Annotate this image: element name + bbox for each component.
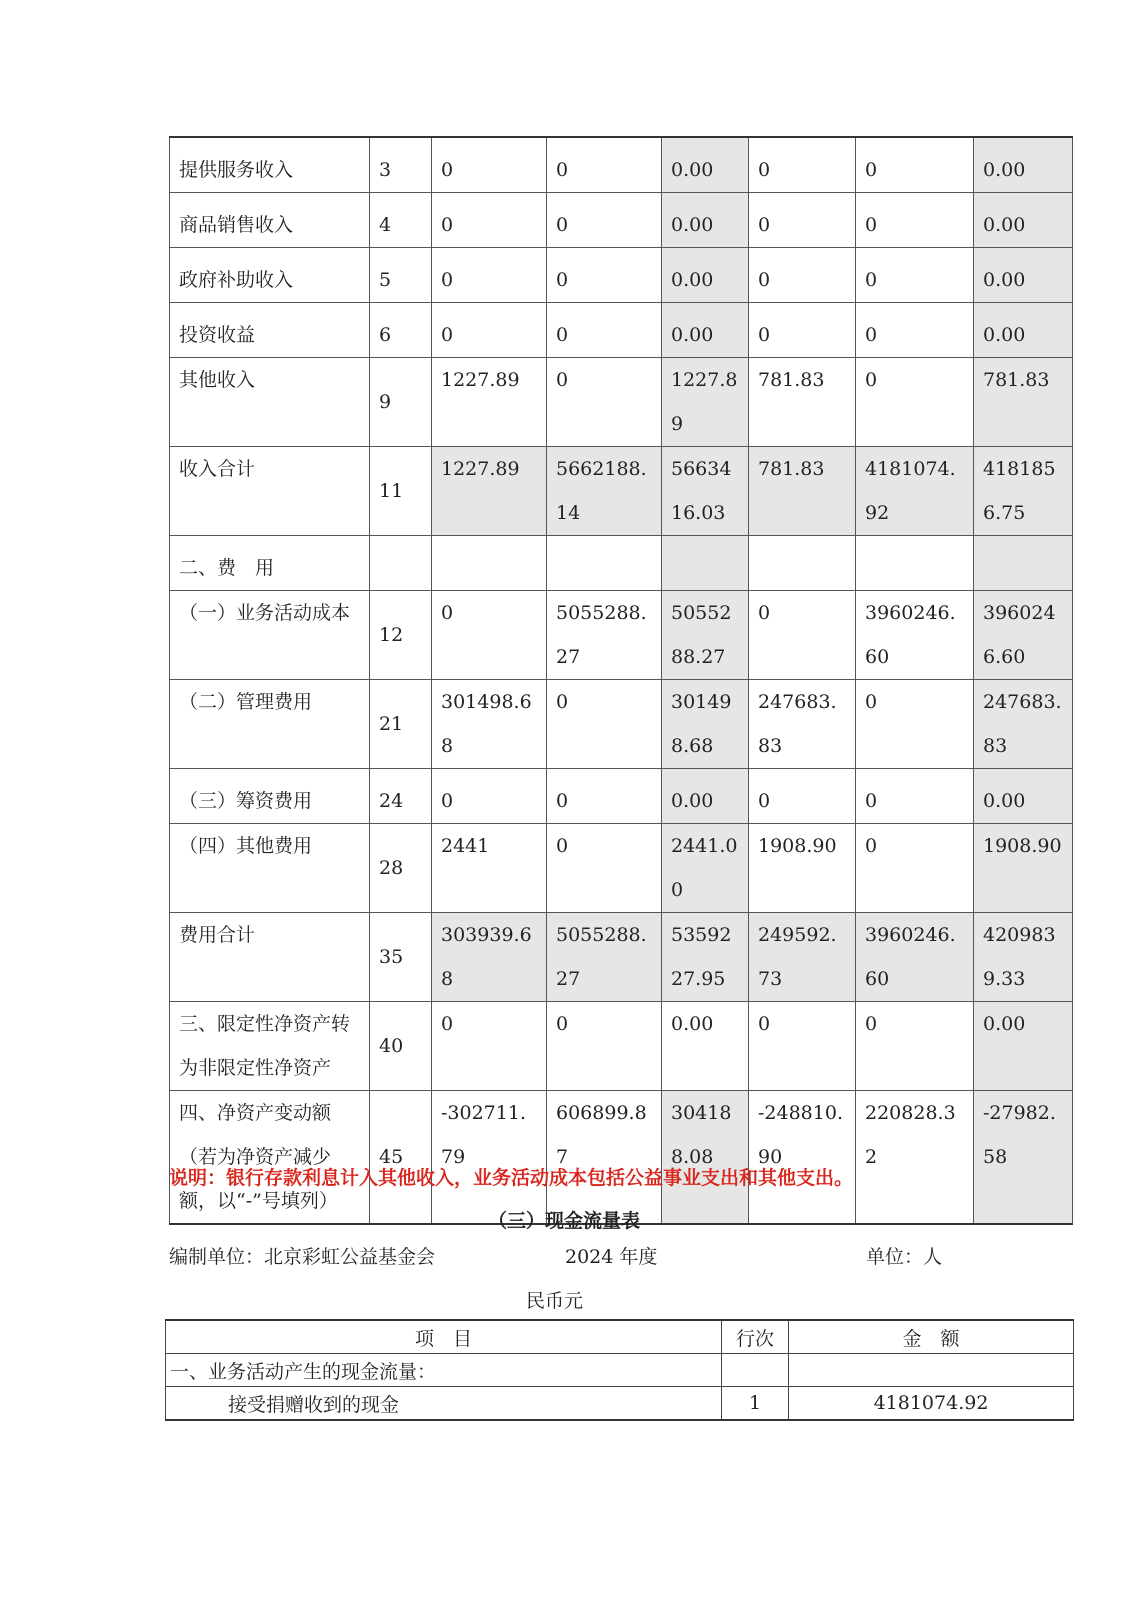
cell: 1908.90 — [749, 824, 856, 913]
cell: 0.00 — [662, 137, 749, 193]
row-line-no: 35 — [370, 913, 432, 1002]
row-item: 一、业务活动产生的现金流量： — [166, 1354, 722, 1387]
row-item: 投资收益 — [170, 303, 370, 358]
table-row — [166, 1387, 1074, 1421]
cell: 0 — [856, 680, 974, 769]
organization-label: 编制单位：北京彩虹公益基金会 — [169, 1246, 436, 1268]
cell: 0 — [749, 1002, 856, 1091]
cell: 0 — [749, 303, 856, 358]
cell — [974, 536, 1073, 591]
cell: 1908.90 — [974, 824, 1073, 913]
cell: 303939.68 — [432, 913, 547, 1002]
cell: 3960246.60 — [974, 591, 1073, 680]
table-note: 说明：银行存款利息计入其他收入，业务活动成本包括公益事业支出和其他支出。 — [169, 1167, 854, 1189]
row-line-no: 11 — [370, 447, 432, 536]
cell: 0 — [856, 1002, 974, 1091]
table-row — [170, 358, 1073, 447]
row-item: 四、净资产变动额（若为净资产减少额，以“-”号填列） — [170, 1091, 370, 1225]
table-row — [170, 824, 1073, 913]
cell: 5055288.27 — [547, 913, 662, 1002]
currency-unit: 单位：人 — [866, 1246, 943, 1268]
cell: 0 — [547, 769, 662, 824]
cell: 0.00 — [974, 193, 1073, 248]
cell: 5662188.14 — [547, 447, 662, 536]
cell: 0 — [547, 248, 662, 303]
cash-flow-table — [165, 1319, 1074, 1421]
cell: 0 — [432, 193, 547, 248]
cell: 0 — [856, 824, 974, 913]
cell: 0 — [856, 137, 974, 193]
row-line-no: 24 — [370, 769, 432, 824]
cell: 3960246.60 — [856, 913, 974, 1002]
activity-statement-table — [169, 136, 1073, 1225]
cell: 0 — [856, 303, 974, 358]
cell: 0 — [547, 193, 662, 248]
cell: 0.00 — [974, 137, 1073, 193]
cell: 0.00 — [662, 248, 749, 303]
cell: 0 — [749, 769, 856, 824]
cell: 301498.68 — [432, 680, 547, 769]
row-amount: 4181074.92 — [789, 1387, 1074, 1421]
table-row — [170, 913, 1073, 1002]
row-item: （二）管理费用 — [170, 680, 370, 769]
cell: 0 — [749, 193, 856, 248]
cell: 781.83 — [749, 358, 856, 447]
cell: 220828.32 — [856, 1091, 974, 1225]
table-row — [170, 447, 1073, 536]
row-item: （四）其他费用 — [170, 824, 370, 913]
cell: 301498.68 — [662, 680, 749, 769]
row-line-no: 21 — [370, 680, 432, 769]
cell: 5055288.27 — [547, 591, 662, 680]
cell: 0 — [749, 137, 856, 193]
cell: 0 — [856, 248, 974, 303]
row-item: 其他收入 — [170, 358, 370, 447]
cell: 0.00 — [974, 1002, 1073, 1091]
cell: 0 — [432, 303, 547, 358]
cell: 781.83 — [749, 447, 856, 536]
row-item: 三、限定性净资产转为非限定性净资产 — [170, 1002, 370, 1091]
cell: 0 — [432, 1002, 547, 1091]
row-line-no — [722, 1354, 789, 1387]
cell — [432, 536, 547, 591]
row-line-no: 4 — [370, 193, 432, 248]
row-line-no — [370, 536, 432, 591]
cell: 0.00 — [974, 248, 1073, 303]
table-row — [170, 137, 1073, 193]
row-item: 费用合计 — [170, 913, 370, 1002]
cell: 0 — [432, 137, 547, 193]
cell: 247683.83 — [749, 680, 856, 769]
row-line-no: 45 — [370, 1091, 432, 1225]
cell: -27982.58 — [974, 1091, 1073, 1225]
table-row — [170, 536, 1073, 591]
row-line-no: 1 — [722, 1387, 789, 1421]
cell: 4181856.75 — [974, 447, 1073, 536]
cell: 606899.87 — [547, 1091, 662, 1225]
cell — [662, 536, 749, 591]
cell — [856, 536, 974, 591]
cell: 3960246.60 — [856, 591, 974, 680]
fiscal-year: 2024 年度 — [565, 1246, 658, 1268]
cell: 0 — [856, 193, 974, 248]
cell — [749, 536, 856, 591]
cell: 1227.89 — [432, 447, 547, 536]
row-line-no: 6 — [370, 303, 432, 358]
cell: 304188.08 — [662, 1091, 749, 1225]
cell: 5663416.03 — [662, 447, 749, 536]
cell: 1227.89 — [662, 358, 749, 447]
cell: 2441 — [432, 824, 547, 913]
cell: 0 — [547, 303, 662, 358]
row-line-no: 9 — [370, 358, 432, 447]
table-row — [166, 1354, 1074, 1387]
cell: 2441.00 — [662, 824, 749, 913]
cell: 0.00 — [974, 303, 1073, 358]
table-row — [170, 769, 1073, 824]
cell: 0 — [547, 358, 662, 447]
table-row — [170, 248, 1073, 303]
row-line-no: 3 — [370, 137, 432, 193]
row-item: 二、费 用 — [170, 536, 370, 591]
row-line-no: 28 — [370, 824, 432, 913]
row-line-no: 5 — [370, 248, 432, 303]
row-item: 商品销售收入 — [170, 193, 370, 248]
cell: 0 — [547, 1002, 662, 1091]
cell: 0.00 — [662, 303, 749, 358]
cell: 4209839.33 — [974, 913, 1073, 1002]
row-item: 接受捐赠收到的现金 — [166, 1387, 722, 1421]
cell: 5055288.27 — [662, 591, 749, 680]
cell: 0 — [547, 680, 662, 769]
cell: 0 — [856, 358, 974, 447]
table-row — [170, 680, 1073, 769]
cell: 4181074.92 — [856, 447, 974, 536]
cell: 0.00 — [662, 1002, 749, 1091]
table-row — [170, 193, 1073, 248]
cell: 0 — [547, 137, 662, 193]
cell: 1227.89 — [432, 358, 547, 447]
cell: 247683.83 — [974, 680, 1073, 769]
cell: 5359227.95 — [662, 913, 749, 1002]
row-item: 提供服务收入 — [170, 137, 370, 193]
table-row — [170, 591, 1073, 680]
cell: 0 — [856, 769, 974, 824]
row-line-no: 12 — [370, 591, 432, 680]
row-item: 收入合计 — [170, 447, 370, 536]
table-header-row — [166, 1320, 1074, 1354]
cell: 0 — [432, 769, 547, 824]
cell: 0 — [749, 591, 856, 680]
header-item: 项 目 — [166, 1320, 722, 1354]
row-amount — [789, 1354, 1074, 1387]
cell: 249592.73 — [749, 913, 856, 1002]
cell: 0 — [547, 824, 662, 913]
table-row — [170, 1091, 1073, 1225]
cell: 0 — [749, 248, 856, 303]
cell: 781.83 — [974, 358, 1073, 447]
cell: 0 — [432, 591, 547, 680]
cell: 0.00 — [974, 769, 1073, 824]
currency-unit-continued: 民币元 — [526, 1290, 584, 1312]
cell — [547, 536, 662, 591]
table-row — [170, 303, 1073, 358]
table-row — [170, 1002, 1073, 1091]
header-amount: 金 额 — [789, 1320, 1074, 1354]
cell: 0.00 — [662, 193, 749, 248]
cell: 0.00 — [662, 769, 749, 824]
row-item: 政府补助收入 — [170, 248, 370, 303]
header-line-no: 行次 — [722, 1320, 789, 1354]
cell: -248810.90 — [749, 1091, 856, 1225]
row-line-no: 40 — [370, 1002, 432, 1091]
cell: 0 — [432, 248, 547, 303]
cash-flow-title: （三）现金流量表 — [488, 1210, 641, 1232]
cell: -302711.79 — [432, 1091, 547, 1225]
row-item: （三）筹资费用 — [170, 769, 370, 824]
row-item: （一）业务活动成本 — [170, 591, 370, 680]
